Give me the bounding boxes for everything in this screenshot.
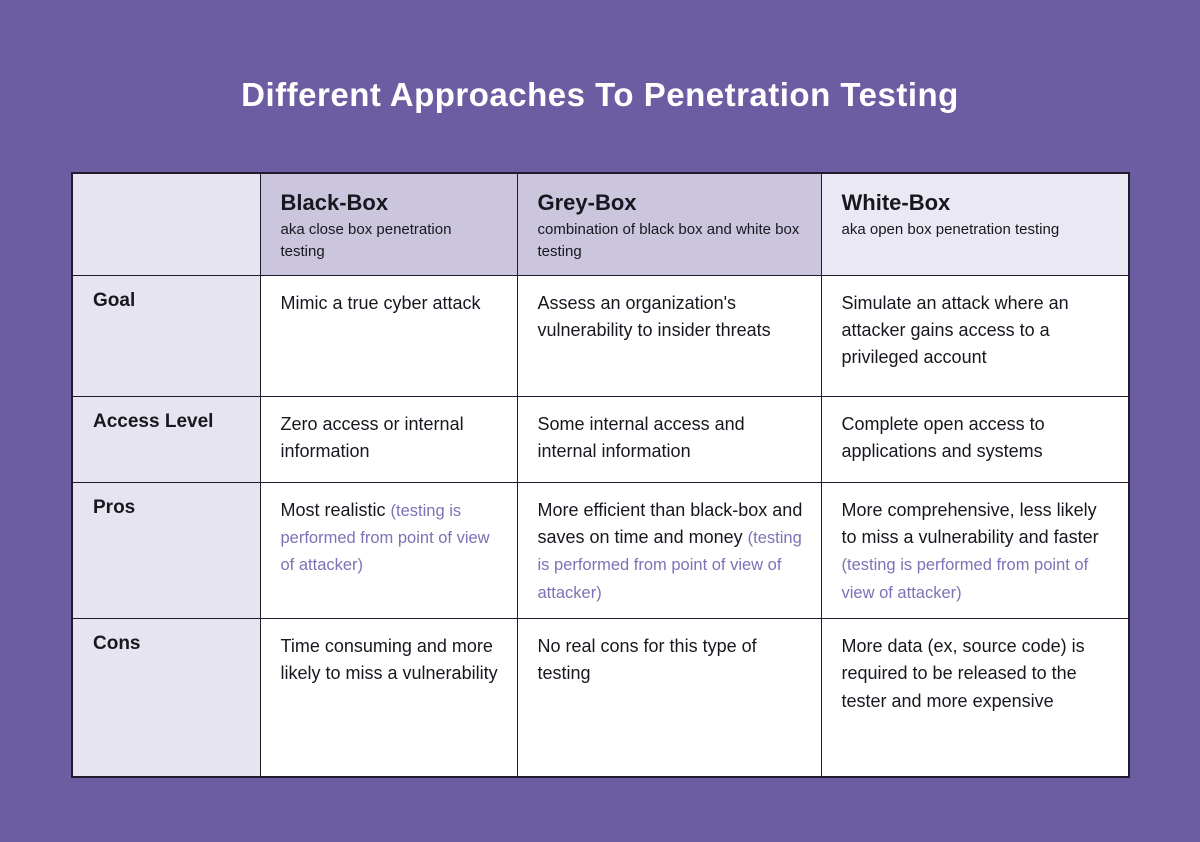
column-title: White-Box — [841, 190, 951, 215]
cell-text: Some internal access and internal information — [537, 413, 745, 461]
cell-goal-grey-box — [517, 275, 821, 396]
cell-text: Most realistic — [280, 499, 386, 520]
cell-text: More efficient than black-box and saves on time and money — [537, 499, 803, 547]
cell-text: No real cons for this type of testing — [537, 635, 757, 684]
cell-text: Assess an organization's vulnerability to insider threats — [537, 292, 771, 340]
cell-text: More comprehensive, less likely to miss a vulnerability and faster — [841, 499, 1099, 547]
header-row — [72, 173, 1129, 275]
row-label-cons: Cons — [72, 618, 260, 777]
cell-pros-black-box — [260, 482, 517, 618]
table-row-goal — [72, 275, 1129, 396]
page-title: Different Approaches To Penetration Testing — [241, 76, 959, 113]
cell-pros-white-box — [821, 482, 1129, 618]
table-row-cons — [72, 618, 1129, 777]
cell-text: Mimic a true cyber attack — [280, 292, 481, 313]
cell-cons-black-box — [260, 618, 517, 777]
cell-access-white-box — [821, 396, 1129, 482]
column-subtitle: aka close box penetration testing — [280, 221, 452, 260]
cell-text: Simulate an attack where an attacker gains access to a privileged account — [841, 292, 1069, 368]
cell-cons-white-box — [821, 618, 1129, 777]
row-label-pros: Pros — [72, 482, 260, 618]
column-subtitle: aka open box penetration testing — [841, 221, 1060, 238]
table-row-pros — [72, 482, 1129, 618]
column-header-black-box — [260, 173, 517, 275]
cell-note: (testing is performed from point of view of attacker) — [841, 556, 1089, 602]
cell-goal-black-box — [260, 275, 517, 396]
cell-goal-white-box — [821, 275, 1129, 396]
cell-note: (testing is performed from point of view of attacker) — [280, 501, 490, 575]
cell-text: More data (ex, source code) is required to be released to the tester and more expensive — [841, 635, 1085, 711]
cell-access-black-box — [260, 396, 517, 482]
cell-text: Complete open access to applications and systems — [841, 413, 1045, 461]
column-title: Black-Box — [280, 190, 389, 215]
cell-text: Time consuming and more likely to miss a vulnerability — [280, 635, 498, 684]
row-label-access-level: Access Level — [72, 396, 260, 482]
corner-cell — [72, 173, 260, 275]
cell-text: Zero access or internal information — [280, 413, 464, 461]
column-title: Grey-Box — [537, 190, 637, 215]
comparison-table — [71, 172, 1130, 778]
column-header-grey-box — [517, 173, 821, 275]
cell-access-grey-box — [517, 396, 821, 482]
column-header-white-box — [821, 173, 1129, 275]
cell-cons-grey-box — [517, 618, 821, 777]
cell-pros-grey-box — [517, 482, 821, 618]
row-label-goal: Goal — [72, 275, 260, 396]
column-subtitle: combination of black box and white box testing — [537, 221, 800, 260]
table-row-access-level — [72, 396, 1129, 482]
cell-note: (testing is performed from point of view of attacker) — [537, 528, 802, 602]
